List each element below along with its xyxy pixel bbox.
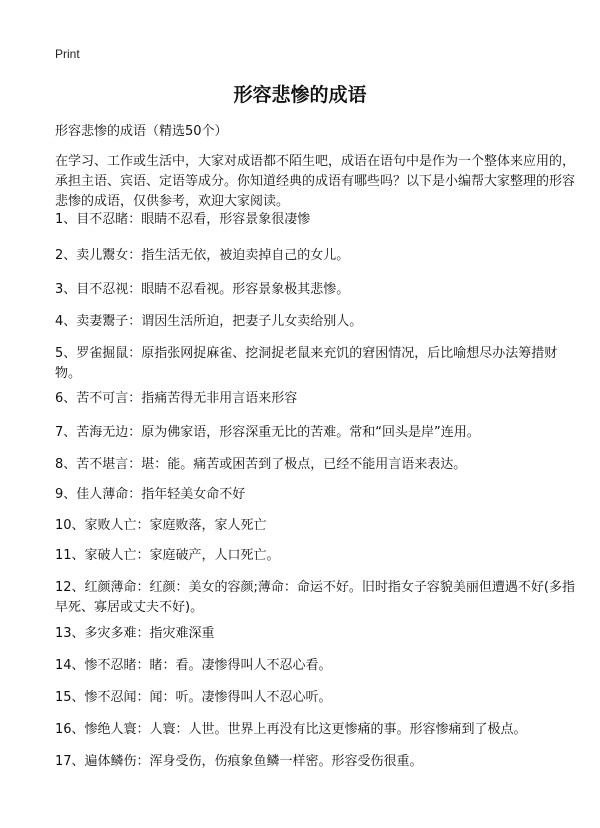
list-item: 12、红颜薄命：红颜：美女的容颜;薄命：命运不好。旧时指女子容貌美丽但遭遇不好(多指早死、寡居或丈夫不好)。 — [55, 580, 575, 615]
list-item: 3、目不忍视：眼睛不忍看视。形容景象极其悲惨。 — [55, 282, 350, 297]
list-item: 1、目不忍睹：眼睛不忍看，形容景象很凄惨 — [55, 212, 311, 227]
page-title: 形容悲惨的成语 — [233, 84, 367, 106]
list-item: 5、罗雀掘鼠：原指张网捉麻雀、挖洞捉老鼠来充饥的窘困情况，后比喻想尽办法筹措财物。 — [55, 346, 558, 381]
list-item: 14、惨不忍睹：睹：看。凄惨得叫人不忍心看。 — [55, 658, 332, 673]
list-item: 6、苦不可言：指痛苦得无非用言语来形容 — [55, 391, 298, 406]
list-item: 2、卖儿鬻女：指生活无依，被迫卖掉自己的女儿。 — [55, 248, 350, 263]
list-item: 16、惨绝人寰：人寰：人世。世界上再没有比这更惨痛的事。形容惨痛到了极点。 — [55, 722, 527, 737]
list-item: 8、苦不堪言：堪：能。痛苦或困苦到了极点，已经不能用言语来表达。 — [55, 457, 467, 472]
list-item: 10、家败人亡：家庭败落，家人死亡 — [55, 518, 267, 533]
list-item: 17、遍体鳞伤：浑身受伤，伤痕象鱼鳞一样密。形容受伤很重。 — [55, 754, 423, 769]
list-item: 13、多灾多难：指灾难深重 — [55, 626, 215, 641]
list-item: 9、佳人薄命：指年轻美女命不好 — [55, 487, 246, 502]
list-item: 4、卖妻鬻子：谓因生活所迫，把妻子儿女卖给别人。 — [55, 314, 363, 329]
subtitle: 形容悲惨的成语（精选50个） — [55, 124, 228, 139]
list-item: 15、惨不忍闻：闻：听。凄惨得叫人不忍心听。 — [55, 690, 332, 705]
list-item: 11、家破人亡：家庭破产，人口死亡。 — [55, 548, 280, 563]
list-item: 7、苦海无边：原为佛家语，形容深重无比的苦难。常和“回头是岸”连用。 — [55, 425, 480, 440]
intro-paragraph: 在学习、工作或生活中，大家对成语都不陌生吧，成语在语句中是作为一个整体来应用的，承担主语、宾语、定语等成分。你知道经典的成语有哪些吗？以下是小编帮大家整理的形容悲惨的成语，仅供参考，欢迎大家阅读。 — [55, 154, 576, 209]
print-link[interactable]: Print — [55, 47, 80, 61]
